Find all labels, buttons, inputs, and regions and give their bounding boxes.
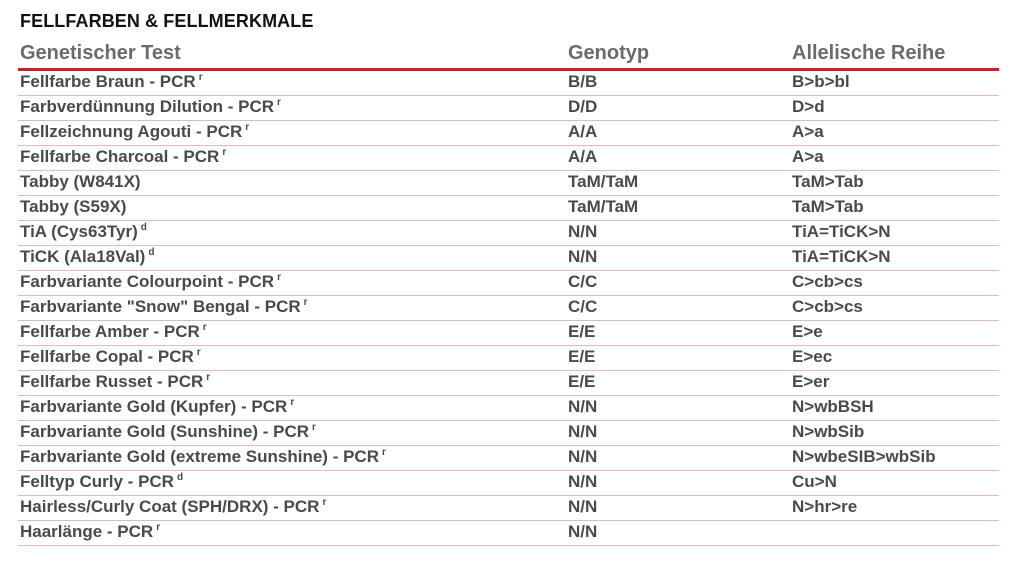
footnote-marker: r (156, 522, 161, 534)
cell-allelic-series: TaM>Tab (792, 172, 864, 191)
cell-genotype: C/C (568, 272, 598, 291)
column-header-genotype: Genotyp (568, 42, 650, 64)
footnote-marker: r (303, 297, 308, 309)
footnote-marker: r (206, 372, 211, 384)
cell-allelic-series: N>wbBSH (792, 397, 874, 416)
table-row (18, 371, 999, 396)
test-name-text: Fellfarbe Braun - PCR (20, 72, 196, 91)
cell-test-name (20, 147, 226, 167)
test-name-text: Farbvariante Gold (Kupfer) - PCR (20, 397, 288, 416)
test-name-text: Haarlänge - PCR (20, 522, 154, 541)
cell-test-name (20, 272, 281, 292)
cell-test-name (20, 247, 154, 267)
test-name-text: Fellfarbe Amber - PCR (20, 322, 200, 341)
test-name-text: TiA (Cys63Tyr) (20, 222, 138, 241)
test-name-text: Fellfarbe Russet - PCR (20, 372, 204, 391)
cell-allelic-series: N>wbSib (792, 422, 865, 441)
cell-genotype: N/N (568, 522, 598, 541)
footnote-marker: r (277, 272, 281, 284)
cell-test-name (20, 372, 210, 392)
footnote-marker: r (196, 347, 201, 359)
table-row (18, 171, 999, 196)
cell-allelic-series: A>a (792, 122, 824, 141)
cell-allelic-series: Cu>N (792, 472, 837, 491)
cell-test-name (20, 97, 281, 117)
test-name-text: Tabby (S59X) (20, 197, 127, 216)
column-header-test: Genetischer Test (20, 42, 181, 64)
cell-test-name (20, 422, 316, 442)
cell-test-name (20, 522, 160, 542)
test-name-text: Farbvariante Colourpoint - PCR (20, 272, 275, 291)
cell-genotype: D/D (568, 97, 598, 116)
cell-genotype: N/N (568, 422, 598, 441)
table-row (18, 446, 999, 471)
table-row (18, 321, 999, 346)
cell-genotype: N/N (568, 472, 598, 491)
test-name-text: Fellfarbe Copal - PCR (20, 347, 194, 366)
cell-allelic-series: TaM>Tab (792, 197, 864, 216)
results-table (18, 71, 999, 546)
cell-genotype: E/E (568, 347, 596, 366)
cell-genotype: A/A (568, 147, 598, 166)
test-name-text: Farbverdünnung Dilution - PCR (20, 97, 275, 116)
cell-allelic-series: E>er (792, 372, 830, 391)
cell-allelic-series: A>a (792, 147, 824, 166)
cell-test-name (20, 347, 201, 367)
footnote-marker: r (290, 397, 295, 409)
footnote-marker: d (176, 472, 184, 484)
cell-allelic-series: TiA=TiCK>N (792, 222, 891, 241)
table-row (18, 471, 999, 496)
footnote-marker: r (322, 497, 327, 509)
cell-allelic-series: E>ec (792, 347, 833, 366)
table-row (18, 496, 999, 521)
table-row (18, 221, 999, 246)
table-row (18, 196, 999, 221)
table-row (18, 246, 999, 271)
cell-genotype: N/N (568, 447, 598, 466)
test-name-text: Tabby (W841X) (20, 172, 141, 191)
footnote-marker: r (222, 147, 227, 159)
cell-allelic-series: D>d (792, 97, 825, 116)
cell-allelic-series: B>b>bl (792, 72, 850, 91)
footnote-marker: d (140, 222, 147, 234)
cell-test-name (20, 322, 207, 342)
footnote-marker: r (202, 322, 207, 334)
cell-allelic-series: C>cb>cs (792, 297, 863, 316)
cell-genotype: E/E (568, 372, 596, 391)
cell-test-name (20, 222, 147, 242)
test-name-text: Fellzeichnung Agouti - PCR (20, 122, 243, 141)
cell-test-name (20, 72, 203, 92)
test-name-text: Felltyp Curly - PCR (20, 472, 174, 491)
cell-test-name (20, 397, 294, 417)
table-row (18, 96, 999, 121)
cell-genotype: TaM/TaM (568, 197, 639, 216)
test-name-text: Hairless/Curly Coat (SPH/DRX) - PCR (20, 497, 320, 516)
cell-genotype: B/B (568, 72, 598, 91)
document-title: FELLFARBEN & FELLMERKMALE (20, 11, 314, 31)
table-row (18, 346, 999, 371)
footnote-marker: r (277, 97, 281, 109)
cell-genotype: TaM/TaM (568, 172, 639, 191)
table-row (18, 71, 999, 96)
footnote-marker: d (148, 247, 155, 259)
table-row (18, 296, 999, 321)
cell-genotype: N/N (568, 222, 598, 241)
cell-test-name (20, 472, 183, 492)
cell-allelic-series: E>e (792, 322, 823, 341)
test-name-text: Farbvariante Gold (Sunshine) - PCR (20, 422, 310, 441)
test-name-text: Farbvariante Gold (extreme Sunshine) - PCR (20, 447, 379, 466)
cell-allelic-series: N>wbeSIB>wbSib (792, 447, 936, 466)
cell-allelic-series: C>cb>cs (792, 272, 863, 291)
cell-allelic-series: TiA=TiCK>N (792, 247, 891, 266)
cell-genotype: N/N (568, 497, 598, 516)
cell-genotype: A/A (568, 122, 598, 141)
table-row (18, 121, 999, 146)
cell-test-name (20, 197, 126, 217)
cell-test-name (20, 122, 249, 142)
cell-genotype: C/C (568, 297, 598, 316)
cell-genotype: N/N (568, 247, 598, 266)
cell-genotype: N/N (568, 397, 598, 416)
cell-test-name (20, 447, 386, 467)
footnote-marker: r (198, 72, 203, 84)
table-row (18, 396, 999, 421)
footnote-marker: r (245, 122, 250, 134)
cell-test-name (20, 297, 308, 317)
test-name-text: Farbvariante "Snow" Bengal - PCR (20, 297, 301, 316)
column-header-allelic: Allelische Reihe (792, 42, 946, 64)
table-row (18, 421, 999, 446)
table-row (18, 271, 999, 296)
footnote-marker: r (312, 422, 316, 434)
cell-test-name (20, 172, 141, 192)
table-row (18, 146, 999, 171)
footnote-marker: r (381, 447, 386, 459)
test-name-text: TiCK (Ala18Val) (20, 247, 146, 266)
cell-test-name (20, 497, 326, 517)
test-name-text: Fellfarbe Charcoal - PCR (20, 147, 220, 166)
cell-genotype: E/E (568, 322, 596, 341)
table-row (18, 521, 999, 546)
cell-allelic-series: N>hr>re (792, 497, 858, 516)
